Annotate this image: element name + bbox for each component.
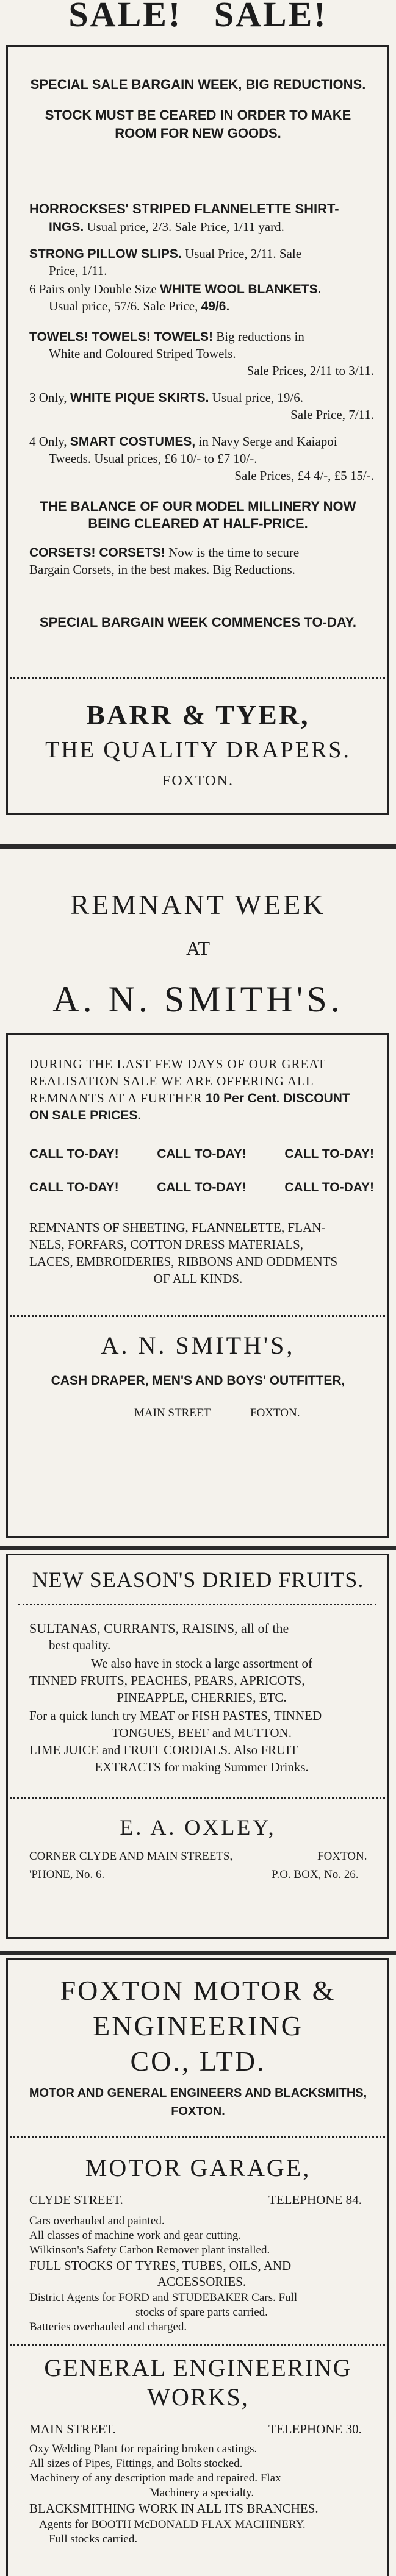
corsets-line-2: Bargain Corsets, in the best makes. Big Reductions. [29, 562, 295, 577]
corsets-desc: Now is the time to secure [168, 545, 300, 560]
stock-1: We also have in stock a large assortment of [91, 1656, 312, 1671]
remnant-headline: REMNANT WEEK [70, 889, 326, 920]
garage-8: Batteries overhauled and charged. [29, 2321, 187, 2333]
stock-2: TINNED FRUITS, PEACHES, PEARS, APRICOTS, [29, 1673, 305, 1688]
blankets-line-1 [29, 282, 374, 297]
remnants-1: REMNANTS OF SHEETING, FLANNELETTE, FLAN- [29, 1220, 326, 1235]
call-today: CALL TO-DAY! [284, 1147, 374, 1161]
smith-intro-remnants: REMNANTS AT A FURTHER [29, 1091, 203, 1105]
smith-name-2: A. N. SMITH'S, [101, 1332, 295, 1359]
fruits-1: SULTANAS, CURRANTS, RAISINS, all of the [29, 1621, 289, 1636]
costumes-line-1 [29, 434, 374, 449]
divider [6, 2344, 389, 2346]
call-row-2 [29, 1180, 374, 1195]
smith-advert [0, 849, 396, 1538]
blankets-qty: 6 Pairs only Double Size [29, 282, 157, 296]
garage-phone: TELEPHONE 84. [268, 2192, 362, 2207]
costumes-title: SMART COSTUMES, [70, 435, 196, 449]
column-rule [0, 1546, 396, 1550]
corsets-title: CORSETS! CORSETS! [29, 546, 165, 560]
divider [6, 677, 389, 679]
smith-intro-2: REALISATION SALE WE ARE OFFERING ALL [29, 1074, 314, 1088]
company-name-1: FOXTON MOTOR & [60, 1975, 336, 2006]
millinery-line-1: THE BALANCE OF OUR MODEL MILLINERY NOW [40, 499, 356, 514]
pillow-line-2: Price, 1/11. [49, 263, 107, 278]
stock-line-2: ROOM FOR NEW GOODS. [115, 126, 281, 141]
works-c: Machinery of any description made and repaired. Flax [29, 2472, 281, 2485]
garage-street: CLYDE STREET. [29, 2192, 123, 2207]
towels-line-3: Sale Prices, 2/11 to 3/11. [247, 363, 374, 378]
blankets-line-2 [49, 299, 394, 314]
stock-line-1: STOCK MUST BE CEARED IN ORDER TO MAKE [45, 107, 351, 123]
works-b: All sizes of Pipes, Fittings, and Bolts stocked. [29, 2457, 243, 2470]
divider [6, 2136, 389, 2138]
oxley-town: FOXTON. [317, 1850, 367, 1863]
garage-title: MOTOR GARAGE, [85, 2154, 311, 2182]
costumes-qty: 4 Only, [29, 434, 67, 449]
works-a: Oxy Welding Plant for repairing broken castings. [29, 2442, 257, 2455]
pique-qty: 3 Only, [29, 390, 67, 405]
millinery-line-2: BEING CLEARED AT HALF-PRICE. [88, 516, 308, 531]
garage-7: stocks of spare parts carried. [135, 2306, 268, 2319]
call-today: CALL TO-DAY! [29, 1147, 119, 1161]
costumes-line-2: Tweeds. Usual prices, £6 10/- to £7 10/-. [49, 451, 257, 466]
garage-1: Cars overhauled and painted. [29, 2214, 165, 2227]
works-phone: TELEPHONE 30. [268, 2422, 362, 2436]
smith-town: FOXTON. [250, 1407, 300, 1419]
company-name-3: CO., LTD. [130, 2046, 266, 2077]
smith-intro-3 [29, 1091, 374, 1106]
garage-4: FULL STOCKS OF TYRES, TUBES, OILS, AND [29, 2258, 292, 2273]
pique-line-2: Sale Price, 7/11. [290, 407, 374, 422]
intro-line: SPECIAL SALE BARGAIN WEEK, BIG REDUCTIONS. [30, 77, 366, 92]
sale-headline: SALE! SALE! [68, 0, 328, 34]
firm-name: BARR & TYER, [86, 699, 310, 730]
oxley-pobox: P.O. BOX, No. 26. [272, 1868, 359, 1881]
towels-title: TOWELS! TOWELS! TOWELS! [29, 330, 213, 344]
towels-line-1 [29, 329, 374, 344]
company-name-2: ENGINEERING [93, 2010, 303, 2041]
divider [6, 1797, 389, 1799]
pique-line-1 [29, 390, 374, 405]
works-e: BLACKSMITHING WORK IN ALL ITS BRANCHES. [29, 2501, 319, 2516]
blankets-sale: 49/6. [201, 299, 230, 313]
smith-name: A. N. SMITH'S. [52, 979, 344, 1019]
sheeting-line-2 [49, 219, 378, 235]
garage-2: All classes of machine work and gear cutting. [29, 2229, 242, 2242]
garage-6: District Agents for FORD and STUDEBAKER Cars. Full [29, 2291, 298, 2304]
call-today: CALL TO-DAY! [157, 1147, 247, 1161]
pillow-usual: Usual Price, 2/11. Sale [184, 246, 302, 261]
towels-desc: Big reductions in [216, 329, 304, 344]
towels-line-2: White and Coloured Striped Towels. [49, 346, 236, 361]
sheeting-prices: Usual price, 2/3. Sale Price, 1/11 yard. [87, 219, 284, 234]
works-title-1: GENERAL ENGINEERING [44, 2354, 352, 2382]
oxley-advert [0, 1554, 396, 1944]
call-today: CALL TO-DAY! [157, 1180, 247, 1194]
remnant-at: AT [185, 937, 211, 959]
remnants-2: NELS, FORFARS, COTTON DRESS MATERIALS, [29, 1237, 304, 1252]
dried-fruits-headline: NEW SEASON'S DRIED FRUITS. [32, 1568, 364, 1592]
commences-line: SPECIAL BARGAIN WEEK COMMENCES TO-DAY. [39, 615, 357, 630]
call-row-1 [29, 1146, 374, 1161]
oxley-address: CORNER CLYDE AND MAIN STREETS, [29, 1850, 233, 1863]
lime-2: EXTRACTS for making Summer Drinks. [95, 1760, 309, 1774]
pillow-title: STRONG PILLOW SLIPS. [29, 247, 182, 261]
sheeting-ings: INGS. [49, 220, 84, 234]
works-d: Machinery a specialty. [149, 2486, 254, 2499]
pique-usual: Usual price, 19/6. [212, 390, 303, 405]
oxley-name: E. A. OXLEY, [120, 1815, 276, 1839]
call-today: CALL TO-DAY! [29, 1180, 119, 1194]
pillow-line-1 [29, 246, 374, 262]
firm-tagline: THE QUALITY DRAPERS. [45, 737, 351, 763]
foxton-motor-advert [0, 1958, 396, 2576]
corsets-line-1 [29, 545, 374, 560]
company-desc: MOTOR AND GENERAL ENGINEERS AND BLACKSMITHS, [29, 2086, 367, 2100]
remnants-4: OF ALL KINDS. [153, 1271, 243, 1286]
barr-tyer-advert [0, 0, 396, 817]
divider [18, 1604, 376, 1605]
firm-town: FOXTON. [162, 773, 234, 789]
company-town: FOXTON. [171, 2105, 225, 2118]
pique-title: WHITE PIQUE SKIRTS. [70, 391, 209, 405]
smith-intro-1: DURING THE LAST FEW DAYS OF OUR GREAT [29, 1057, 326, 1071]
smith-intro-4: ON SALE PRICES. [29, 1108, 142, 1122]
garage-3: Wilkinson's Safety Carbon Remover plant installed. [29, 2244, 270, 2257]
costumes-line-3: Sale Prices, £4 4/-, £5 15/-. [234, 468, 374, 483]
stock-3: PINEAPPLE, CHERRIES, ETC. [117, 1690, 287, 1705]
divider [6, 1315, 389, 1317]
lunch-1: For a quick lunch try MEAT or FISH PASTES, TINNED [29, 1708, 322, 1723]
lunch-2: TONGUES, BEEF and MUTTON. [112, 1725, 292, 1740]
column-rule [0, 1951, 396, 1955]
costumes-desc: in Navy Serge and Kaiapoi [198, 434, 337, 449]
oxley-phone: 'PHONE, No. 6. [29, 1868, 105, 1881]
fruits-2: best quality. [49, 1638, 111, 1652]
smith-trade: CASH DRAPER, MEN'S AND BOYS' OUTFITTER, [51, 1374, 345, 1388]
call-today: CALL TO-DAY! [284, 1180, 374, 1194]
smith-street: MAIN STREET [134, 1407, 211, 1419]
column-rule [0, 844, 396, 849]
blankets-usual: Usual price, 57/6. Sale Price, [49, 299, 198, 313]
works-title-2: WORKS, [147, 2383, 249, 2411]
lime-1: LIME JUICE and FRUIT CORDIALS. Also FRUIT [29, 1743, 298, 1757]
works-f: Agents for BOOTH McDONALD FLAX MACHINERY. [39, 2518, 306, 2531]
sheeting-line-1: HORROCKSES' STRIPED FLANNELETTE SHIRT- [29, 201, 339, 216]
works-street: MAIN STREET. [29, 2422, 116, 2436]
remnants-3: LACES, EMBROIDERIES, RIBBONS AND ODDMENTS [29, 1254, 338, 1269]
blankets-title: WHITE WOOL BLANKETS. [160, 282, 322, 296]
garage-5: ACCESSORIES. [157, 2274, 247, 2289]
works-g: Full stocks carried. [49, 2533, 138, 2546]
smith-discount: 10 Per Cent. DISCOUNT [205, 1091, 350, 1105]
